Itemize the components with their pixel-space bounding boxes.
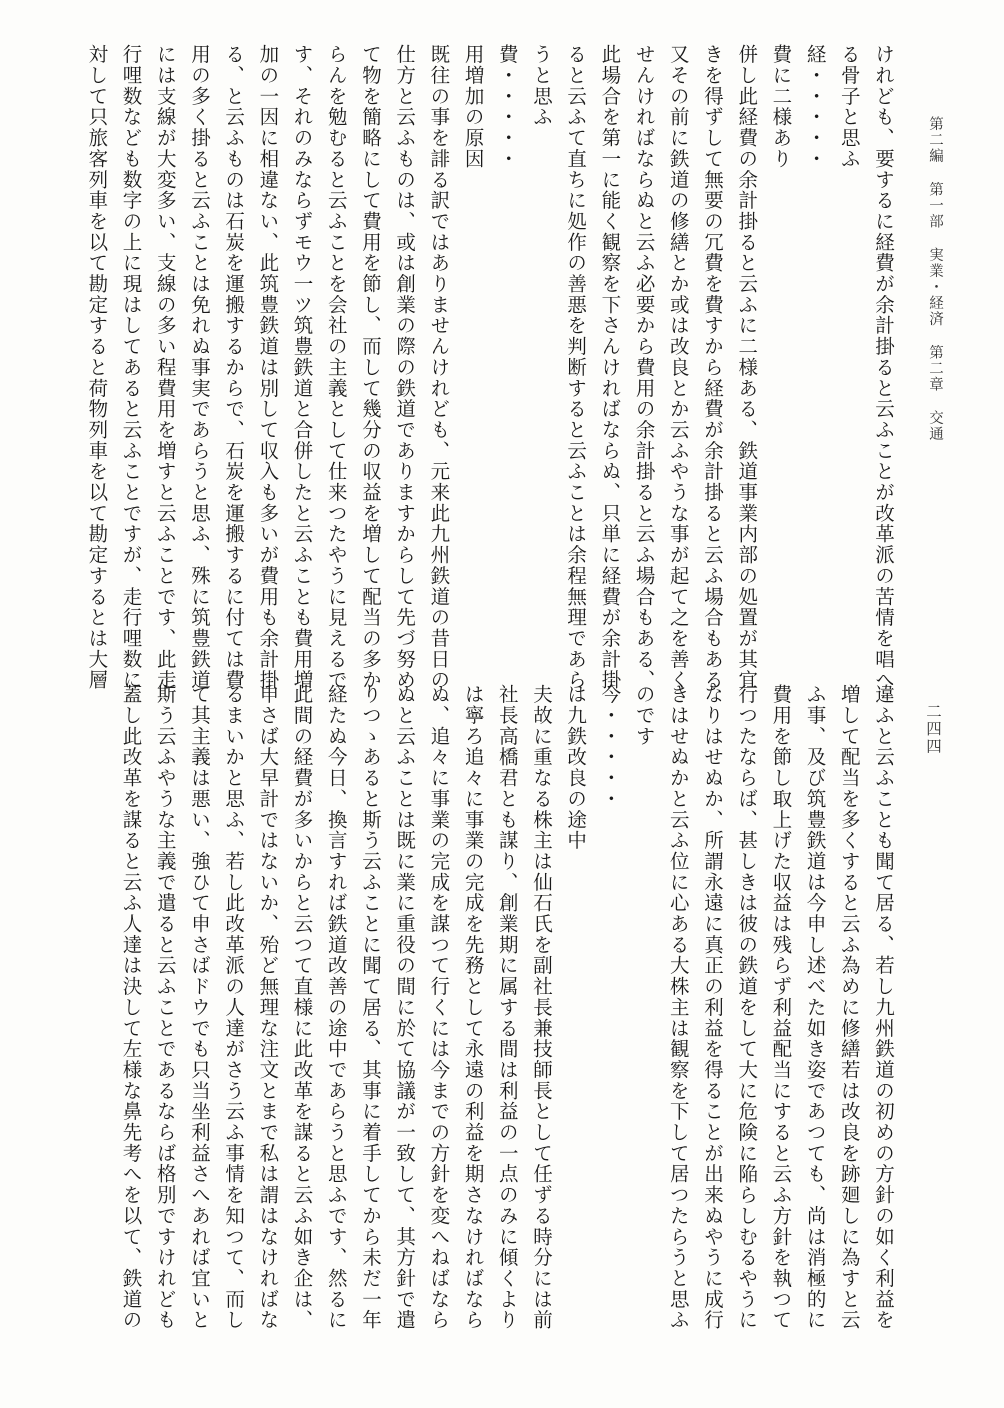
text-line: うと思ふ <box>529 44 553 128</box>
text-line: なりはせぬか、所謂永遠に真正の利益を得ることが出来ぬやうに成行 <box>700 684 724 1331</box>
text-line: 用増加の原因 <box>461 44 485 170</box>
text-line: は九鉄改良の途中 <box>564 684 588 851</box>
text-line: 経・・・・・ <box>803 44 827 170</box>
text-line: 仕方と云ふものは、或は創業の際の鉄道でありますからして先づ努め <box>393 44 417 691</box>
text-line: ふ事、及び筑豊鉄道は今申し述べた如き姿であつても、尚は消極的に <box>803 684 827 1331</box>
text-line: る骨子と思ふ <box>837 44 861 170</box>
text-line: 費に二様あり <box>769 44 793 170</box>
page-number: 二四四 <box>924 703 942 756</box>
text-line: 蓋し此改革を謀ると云ふ人達は決して左様な鼻先考へを以て、鉄道の <box>119 684 143 1331</box>
text-line: 増して配当を多くすると云ふ為めに修繕若は改良を跡廻しに為すと云 <box>837 684 861 1331</box>
text-line: 行哩数なども数字の上に現はしてあると云ふことですが、走行哩数に <box>119 44 143 691</box>
text-line: 用の多く掛ると云ふことは免れぬ事実であらうと思ふ、殊に筑豊鉄道 <box>187 44 211 691</box>
text-line: 既往の事を誹る訳ではありませんけれども、元来此九州鉄道の昔日の <box>427 44 451 691</box>
text-line: 社長高橋君とも謀り、創業期に属する間は利益の一点のみに傾くより <box>495 684 519 1331</box>
text-line: 行つたならば、甚しきは彼の鉄道をして大に危険に陥らしむるやうに <box>735 684 759 1331</box>
text-line: 加の一因に相違ない、此筑豊鉄道は別して収入も多いが費用も余計掛 <box>256 44 280 691</box>
text-line: せんければならぬと云ふ必要から費用の余計掛ると云ふ場合もある、 <box>632 44 656 691</box>
text-line: けれども、要するに経費が余計掛ると云ふことが改革派の苦情を唱へ <box>872 44 895 691</box>
text-line: 併し此経費の余計掛ると云ふに二様ある、鉄道事業内部の処置が其宜 <box>735 44 759 691</box>
text-line: 費・・・・・ <box>495 44 519 170</box>
text-line: るまいかと思ふ、若し此改革派の人達がさう云ふ事情を知つて、而し <box>222 684 246 1331</box>
text-line: きを得ずして無要の冗費を費すから経費が余計掛ると云ふ場合もある <box>700 44 724 691</box>
text-line: 経たぬ今日、換言すれば鉄道改善の途中であらうと思ふです、然るに <box>324 684 348 1331</box>
text-line: 此間の経費が多いからと云つて直様に此改革を謀ると云ふ如き企は、 <box>290 684 314 1331</box>
text-line: りつゝあると斯う云ふことに聞て居る、其事に着手してから未だ一年 <box>358 684 382 1331</box>
text-line: 違ふと云ふことも聞て居る、若し九州鉄道の初めの方針の如く利益を <box>872 684 895 1331</box>
bottom-text-block <box>113 684 900 1331</box>
running-head: 第二編 第一部 実業・経済 第二章 交通 <box>927 116 943 442</box>
text-line: 対して只旅客列車を以て勘定すると荷物列車を以て勘定するとは大層 <box>85 44 109 691</box>
text-line: 夫故に重なる株主は仙石氏を副社長兼技師長として任ずる時分には前 <box>529 684 553 1331</box>
text-line: ると云ふて直ちに処作の善悪を判断すると云ふことは余程無理であら <box>564 44 588 691</box>
text-line: ぬと云ふことは既に業に重役の間に於て協議が一致して、其方針で遣 <box>393 684 417 1331</box>
text-line: らんを勉むると云ふことを会社の主義として仕来つたやうに見えるで <box>324 44 348 691</box>
text-line: ぬ、追々に事業の完成を謀つて行くには今までの方針を変へねばなら <box>427 684 451 1331</box>
text-line: て物を簡略にして費用を節し、而して幾分の収益を増して配当の多か <box>358 44 382 691</box>
text-line: て其主義は悪い、強ひて申さばドウでも只当坐利益さへあれば宜いと <box>187 684 211 1331</box>
text-line: 申さば大早計ではないか、殆ど無理な注文とまで私は謂はなければな <box>256 684 280 1331</box>
text-line: 費用を節し取上げた収益は残らず利益配当にすると云ふ方針を執つて <box>769 684 793 1331</box>
top-text-block <box>79 44 900 691</box>
text-line: 此場合を第一に能く観察を下さんければならぬ、只単に経費が余計掛 <box>598 44 622 691</box>
text-line: きはせぬかと云ふ位に心ある大株主は観察を下して居つたらうと思ふ <box>666 684 690 1331</box>
text-line: 又その前に鉄道の修繕とか或は改良とか云ふやうな事が起て之を善く <box>666 44 690 691</box>
text-line: 斯う云ふやうな主義で遣ると云ふことであるならば格別ですけれども <box>153 684 177 1331</box>
text-line: は寧ろ追々に事業の完成を先務として永遠の利益を期さなければなら <box>461 684 485 1331</box>
text-line: 今・・・・・ <box>598 684 622 810</box>
text-line: のです <box>632 684 656 747</box>
text-line: には支線が大変多い、支線の多い程費用を増すと云ふことです、此走 <box>153 44 177 691</box>
text-line: る、と云ふものは石炭を運搬するからで、石炭を運搬するに付ては費 <box>222 44 246 691</box>
text-line: す、それのみならずモウ一ツ筑豊鉄道と合併したと云ふことも費用増 <box>290 44 314 691</box>
